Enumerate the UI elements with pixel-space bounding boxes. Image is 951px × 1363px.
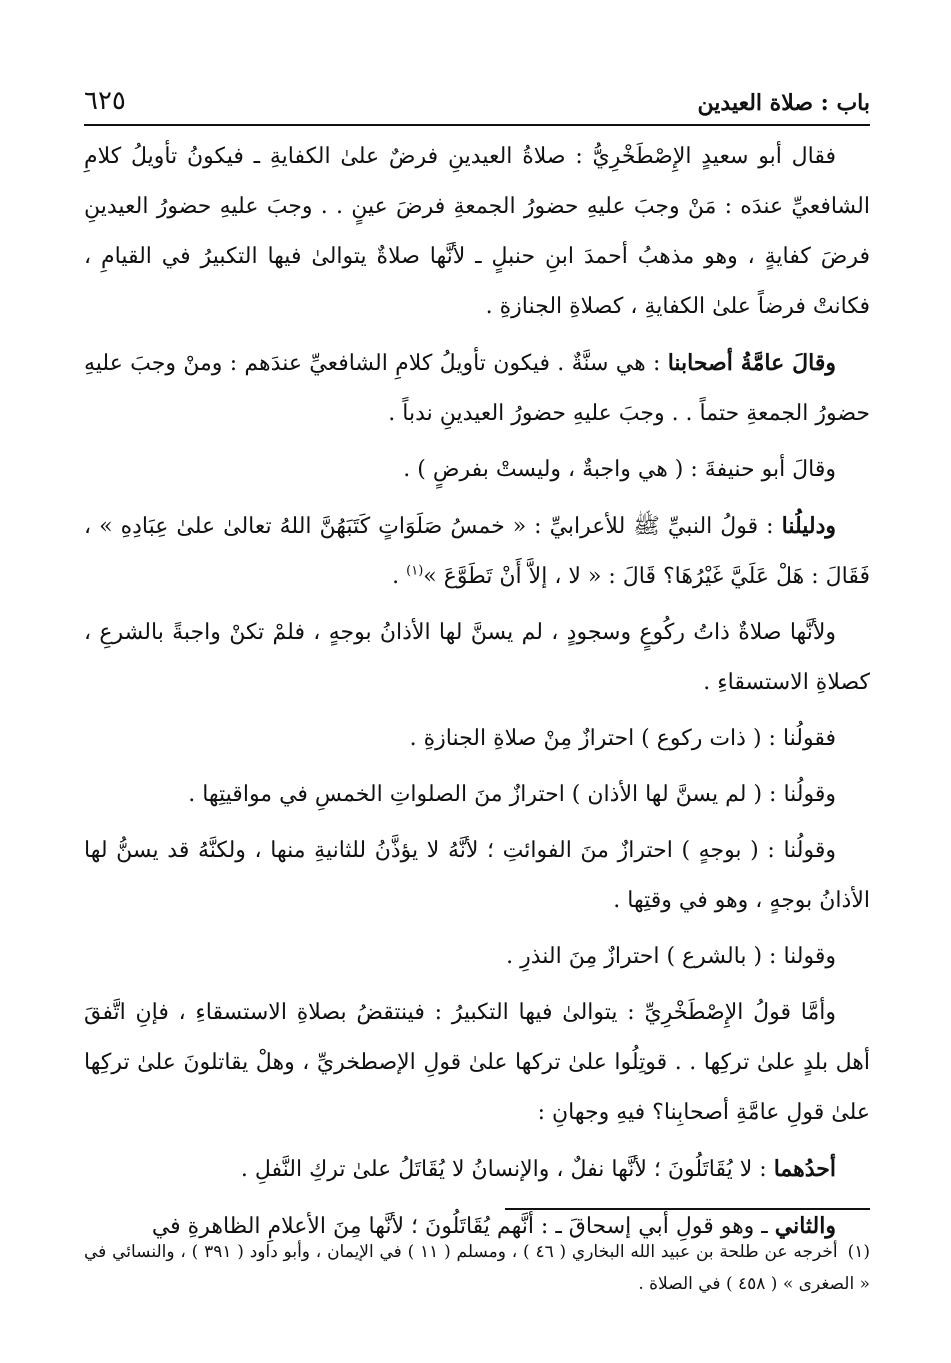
paragraph	[84, 770, 870, 820]
paragraph	[84, 988, 870, 1138]
footnote-text: أخرجه عن طلحة بن عبيد الله البخاري ( ٤٦ ) ، ومسلم ( ١١ ) في الإيمان ، وأبو داود ( ٣٩١ ) ، والنسائي في « الصغرى » ( ٤٥٨ ) في الصلاة .	[84, 1242, 870, 1294]
paragraph-lead: ودليلُنا	[781, 513, 836, 539]
paragraph-text: ولأنَّها صلاةٌ ذاتُ ركُوعٍ وسجودٍ ، لم يسنَّ لها الأذانُ بوجهٍ ، فلمْ تكنْ واجبةً بالشرعِ ، كصلاةِ الاستسقاءِ .	[84, 620, 870, 695]
paragraph-text: : لا يُقَاتَلُونَ ؛ لأنَّها نفلٌ ، والإنسانُ لا يُقَاتَلُ علىٰ تركِ النَّفلِ .	[240, 1157, 774, 1182]
footnote-number: (١)	[847, 1242, 870, 1262]
paragraph-text: فقال أبو سعيدٍ الإِصْطَخْرِيُّ : صلاةُ العيدينِ فرضٌ علىٰ الكفايةِ ـ فيكونُ تأويلُ كلامِ الشافعيِّ عندَه : مَنْ وجبَ عليهِ حضورُ الجمعةِ فرضَ عينٍ . . وجبَ عليهِ حضورُ العيدينِ فرضَ كفايةٍ ، وهو مذهبُ أحمدَ ابنِ حنبلٍ ـ لأنَّها صلاةٌ يتوالىٰ فيها التكبيرُ في القيامِ ، فكانتْ فرضاً علىٰ الكفايةِ ، كصلاةِ الجنازةِ .	[84, 144, 870, 319]
paragraph	[84, 608, 870, 708]
paragraph-text: وقولُنا : ( بوجهٍ ) احترازٌ منَ الفوائتِ ؛ لأنَّهُ لا يؤذَّنُ للثانيةِ منها ، ولكنَّهُ قد يسنُّ لها الأذانُ بوجهٍ ، وهو في وقتِها .	[84, 838, 870, 913]
paragraph	[84, 932, 870, 982]
paragraph-lead: أحدُهما	[773, 1156, 836, 1182]
footnote-divider	[505, 1208, 870, 1210]
chapter-title: باب : صلاة العيدين	[697, 90, 870, 116]
paragraph-text: فقولُنا : ( ذات ركوع ) احترازٌ مِنْ صلاةِ الجنازةِ .	[409, 726, 836, 751]
paragraph-text: ـ وهو قولِ أبي إسحاقَ ـ : أنَّهم يُقَاتَلُونَ ؛ لأنَّها مِنَ الأعلامِ الظاهرةِ في	[151, 1214, 775, 1239]
footnote-marker: (١)	[406, 563, 424, 579]
paragraph	[84, 132, 870, 332]
paragraph-text: وقولُنا : ( لم يسنَّ لها الأذان ) احترازٌ منَ الصلواتِ الخمسِ في مواقيتِها .	[188, 782, 836, 807]
paragraph	[84, 1144, 870, 1195]
paragraph-tail: .	[392, 564, 407, 589]
page-number: ٦٢٥	[84, 86, 126, 116]
header-divider	[84, 124, 870, 126]
paragraph-text: وقالَ أبو حنيفةَ : ( هي واجبةٌ ، وليستْ بفرضٍ ) .	[403, 457, 836, 482]
paragraph	[84, 445, 870, 495]
paragraph-text: وقولنا : ( بالشرع ) احترازٌ مِنَ النذرِ .	[506, 944, 836, 969]
main-text	[84, 132, 870, 1258]
paragraph	[84, 826, 870, 926]
running-header	[84, 86, 870, 122]
paragraph-lead: والثاني	[774, 1213, 836, 1239]
paragraph-text: وأمَّا قولُ الإِصْطَخْرِيِّ : يتوالىٰ فيها التكبيرُ : فينتقضُ بصلاةِ الاستسقاءِ ، فإنِ اتَّفقَ أهل بلدٍ علىٰ تركِها . . قوتِلُوا علىٰ تركها علىٰ قولِ الإصطخريِّ ، وهلْ يقاتلونَ علىٰ تركِها علىٰ قولِ عامَّةِ أصحابِنا؟ فيهِ وجهانِ :	[84, 1000, 870, 1125]
paragraph-text: : قولُ النبيِّ ﷺ للأعرابيِّ : « خمسُ صَلَوَاتٍ كَتَبَهُنَّ اللهُ تعالىٰ علىٰ عِبَادِهِ » ، فَقَالَ : هَلْ عَلَيَّ غَيْرُهَا؟ قَالَ : « لا ، إلاَّ أَنْ تَطَوَّعَ »	[84, 514, 870, 589]
paragraph-text: : هي سنَّةٌ . فيكون تأويلُ كلامِ الشافعيِّ عندَهم : ومنْ وجبَ عليهِ حضورُ الجمعةِ حتماً . . وجبَ عليهِ حضورُ العيدينِ ندباً .	[84, 351, 870, 426]
paragraph	[84, 714, 870, 764]
paragraph	[84, 501, 870, 602]
paragraph	[84, 338, 870, 439]
footnote	[84, 1236, 870, 1300]
paragraph-lead: وقالَ عامَّةُ أصحابنا	[667, 350, 837, 376]
